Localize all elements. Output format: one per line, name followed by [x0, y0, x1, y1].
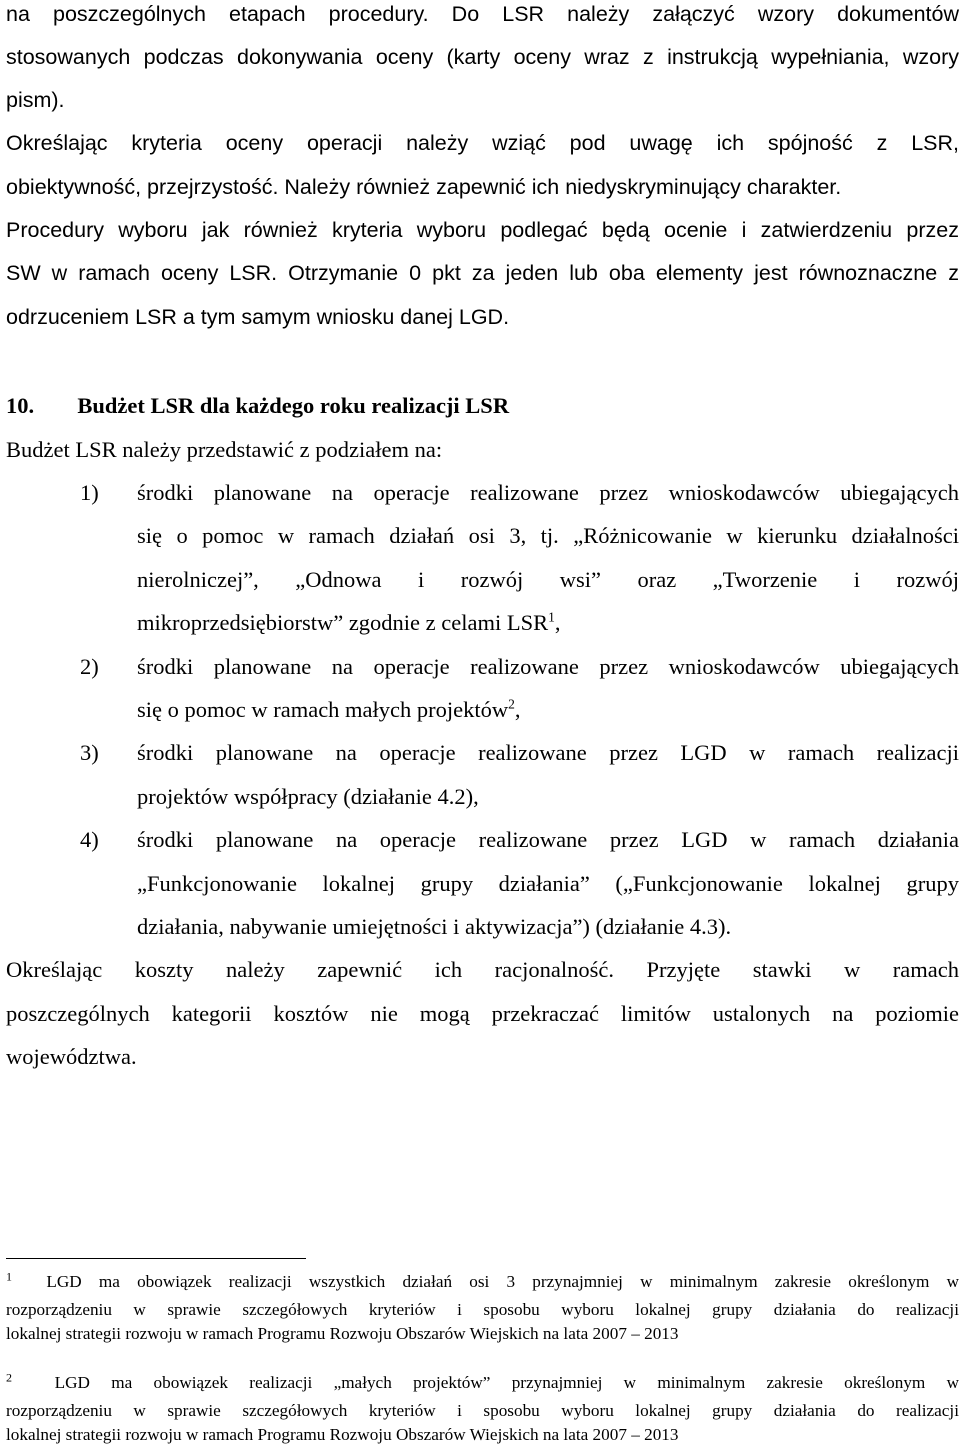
list-item-line: działania, nabywanie umiejętności i aktywizacja”) (działanie 4.3). — [137, 914, 732, 939]
list-item-line: się o pomoc w ramach działań osi 3, tj. „Różnicowanie w kierunku działalności — [137, 523, 959, 548]
paragraph-line: Procedury wyboru jak również kryteria wyboru podlegać będą ocenie i zatwierdzeniu przez — [6, 218, 959, 242]
footnote-line: rozporządzeniu w sprawie szczegółowych kryteriów i sposobu wyboru lokalnej grupy działania do realizacji — [6, 1300, 959, 1319]
list-item-line: środki planowane na operacje realizowane przez LGD w ramach realizacji — [137, 740, 959, 765]
section-number: 10. — [6, 393, 35, 418]
list-item-line — [137, 697, 521, 723]
list-item-punct: , — [554, 610, 561, 635]
footnote-line: lokalnej strategii rozwoju w ramach Programu Rozwoju Obszarów Wiejskich na lata 2007 – 2013 — [6, 1425, 679, 1444]
list-item-line: środki planowane na operacje realizowane przez LGD w ramach działania — [137, 827, 959, 852]
paragraph-line: pism). — [6, 88, 65, 112]
footnote-ref[interactable]: 2 — [508, 696, 515, 712]
section-title: Budżet LSR dla każdego roku realizacji LSR — [77, 393, 510, 418]
list-item-line: projektów współpracy (działanie 4.2), — [137, 784, 479, 809]
list-item-punct: , — [514, 697, 521, 722]
footnote-text: LGD ma obowiązek realizacji „małych projektów” przynajmniej w minimalnym zakresie określonym w — [54, 1373, 959, 1392]
footnote-line — [6, 1370, 959, 1393]
list-item-line: środki planowane na operacje realizowane przez wnioskodawców ubiegających — [137, 654, 959, 679]
paragraph-line: na poszczególnych etapach procedury. Do LSR należy załączyć wzory dokumentów — [6, 2, 959, 26]
list-item-line: środki planowane na operacje realizowane przez wnioskodawców ubiegających — [137, 480, 959, 505]
list-item-line: „Funkcjonowanie lokalnej grupy działania” („Funkcjonowanie lokalnej grupy — [137, 871, 959, 896]
list-item-number: 1) — [80, 480, 99, 505]
footnote-line: lokalnej strategii rozwoju w ramach Programu Rozwoju Obszarów Wiejskich na lata 2007 – 2013 — [6, 1324, 679, 1343]
paragraph-line: województwa. — [6, 1044, 137, 1069]
footnote-line — [6, 1269, 960, 1292]
list-item-number: 3) — [80, 740, 99, 765]
paragraph-line: stosowanych podczas dokonywania oceny (karty oceny wraz z instrukcją wypełniania, wzory — [6, 45, 959, 69]
footnote-ref[interactable]: 1 — [548, 609, 555, 625]
footnote-text: LGD ma obowiązek realizacji wszystkich działań osi 3 przynajmniej w minimalnym zakresie określonym w — [46, 1272, 960, 1291]
list-item-line — [137, 610, 561, 636]
list-item-text: mikroprzedsiębiorstw” zgodnie z celami LSR — [137, 610, 549, 635]
list-item-text: się o pomoc w ramach małych projektów — [137, 697, 509, 722]
paragraph-line: odrzuceniem LSR a tym samym wniosku danej LGD. — [6, 305, 510, 329]
footnote-line: rozporządzeniu w sprawie szczegółowych kryteriów i sposobu wyboru lokalnej grupy działania do realizacji — [6, 1401, 959, 1420]
paragraph-line: poszczególnych kategorii kosztów nie mogą przekraczać limitów ustalonych na poziomie — [6, 1001, 959, 1026]
list-item-number: 2) — [80, 654, 99, 679]
footnote-separator — [6, 1258, 306, 1259]
footnote-mark: 2 — [6, 1370, 13, 1385]
section-intro: Budżet LSR należy przedstawić z podziałem na: — [6, 437, 443, 462]
list-item-number: 4) — [80, 827, 99, 852]
paragraph-line: Określając kryteria oceny operacji należy wziąć pod uwagę ich spójność z LSR, — [6, 131, 959, 155]
footnote-mark: 1 — [6, 1269, 13, 1284]
paragraph-line: obiektywność, przejrzystość. Należy również zapewnić ich niedyskryminujący charakter. — [6, 175, 842, 199]
paragraph-line: SW w ramach oceny LSR. Otrzymanie 0 pkt za jeden lub oba elementy jest równoznaczne z — [6, 261, 959, 285]
section-heading — [6, 393, 509, 419]
list-item-line: nierolniczej”, „Odnowa i rozwój wsi” oraz „Tworzenie i rozwój — [137, 567, 959, 592]
paragraph-line: Określając koszty należy zapewnić ich racjonalność. Przyjęte stawki w ramach — [6, 957, 959, 982]
